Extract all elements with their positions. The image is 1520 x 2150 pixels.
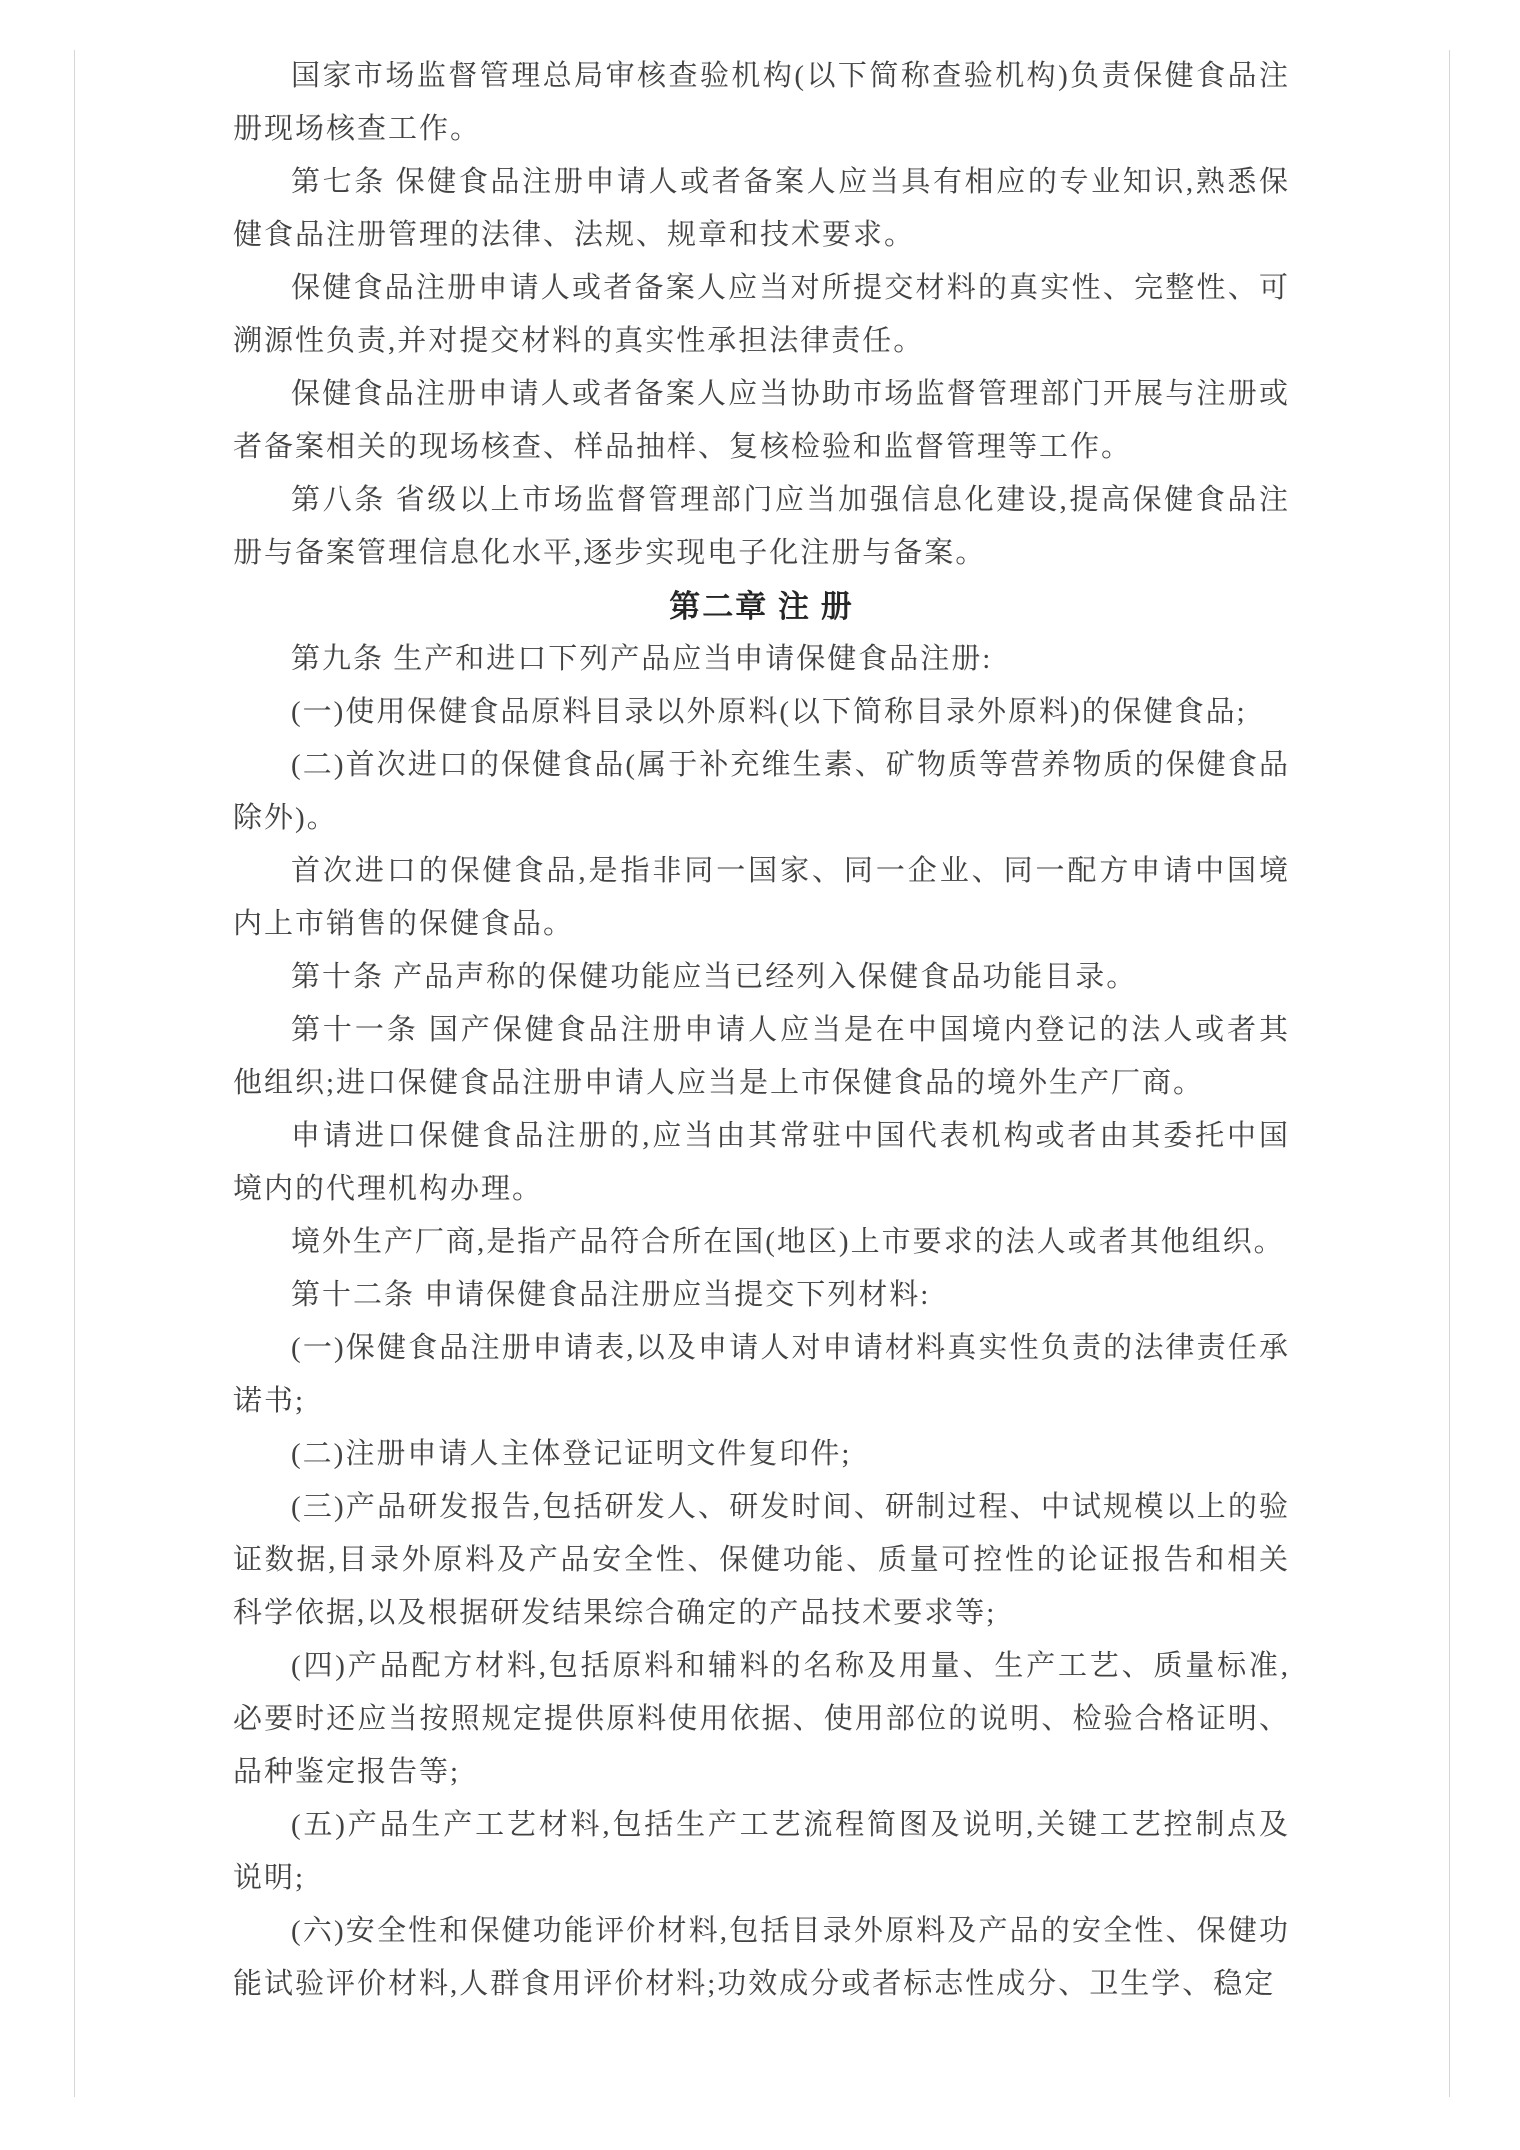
paragraph: 第十条 产品声称的保健功能应当已经列入保健食品功能目录。: [291, 961, 1138, 993]
paragraph: (六)安全性和保健功能评价材料,包括目录外原料及产品的安全性、保健功能试验评价材料,人群食用评价材料;功效成分或者标志性成分、卫生学、稳定: [233, 1915, 1290, 2000]
document-page: [74, 50, 1450, 2097]
paragraph: 第十二条 申请保健食品注册应当提交下列材料:: [291, 1279, 931, 1311]
paragraph: 第八条 省级以上市场监督管理部门应当加强信息化建设,提高保健食品注册与备案管理信息化水平,逐步实现电子化注册与备案。: [233, 484, 1290, 569]
paragraph: (一)使用保健食品原料目录以外原料(以下简称目录外原料)的保健食品;: [291, 696, 1247, 728]
paragraph: (三)产品研发报告,包括研发人、研发时间、研制过程、中试规模以上的验证数据,目录外原料及产品安全性、保健功能、质量可控性的论证报告和相关科学依据,以及根据研发结果综合确定的产品技术要求等;: [233, 1491, 1290, 1629]
paragraph: (五)产品生产工艺材料,包括生产工艺流程简图及说明,关键工艺控制点及说明;: [233, 1809, 1290, 1894]
paragraph: (四)产品配方材料,包括原料和辅料的名称及用量、生产工艺、质量标准,必要时还应当按照规定提供原料使用依据、使用部位的说明、检验合格证明、品种鉴定报告等;: [233, 1650, 1290, 1788]
paragraph: 保健食品注册申请人或者备案人应当协助市场监督管理部门开展与注册或者备案相关的现场核查、样品抽样、复核检验和监督管理等工作。: [233, 378, 1290, 463]
paragraph: 保健食品注册申请人或者备案人应当对所提交材料的真实性、完整性、可溯源性负责,并对提交材料的真实性承担法律责任。: [233, 272, 1290, 357]
paragraph: 第七条 保健食品注册申请人或者备案人应当具有相应的专业知识,熟悉保健食品注册管理的法律、法规、规章和技术要求。: [233, 166, 1290, 251]
paragraph: 第九条 生产和进口下列产品应当申请保健食品注册:: [291, 643, 993, 675]
chapter-heading: 第二章 注 册: [669, 589, 854, 624]
paragraph: 首次进口的保健食品,是指非同一国家、同一企业、同一配方申请中国境内上市销售的保健食品。: [233, 855, 1290, 940]
paragraph: (二)注册申请人主体登记证明文件复印件;: [291, 1438, 852, 1470]
paragraph: 国家市场监督管理总局审核查验机构(以下简称查验机构)负责保健食品注册现场核查工作。: [233, 60, 1290, 145]
document-text: [75, 50, 1449, 2011]
paragraph: 第十一条 国产保健食品注册申请人应当是在中国境内登记的法人或者其他组织;进口保健食品注册申请人应当是上市保健食品的境外生产厂商。: [233, 1014, 1290, 1099]
paragraph: (一)保健食品注册申请表,以及申请人对申请材料真实性负责的法律责任承诺书;: [233, 1332, 1290, 1417]
paragraph: 境外生产厂商,是指产品符合所在国(地区)上市要求的法人或者其他组织。: [291, 1226, 1285, 1258]
paragraph: 申请进口保健食品注册的,应当由其常驻中国代表机构或者由其委托中国境内的代理机构办理。: [233, 1120, 1290, 1205]
paragraph: (二)首次进口的保健食品(属于补充维生素、矿物质等营养物质的保健食品除外)。: [233, 749, 1290, 834]
